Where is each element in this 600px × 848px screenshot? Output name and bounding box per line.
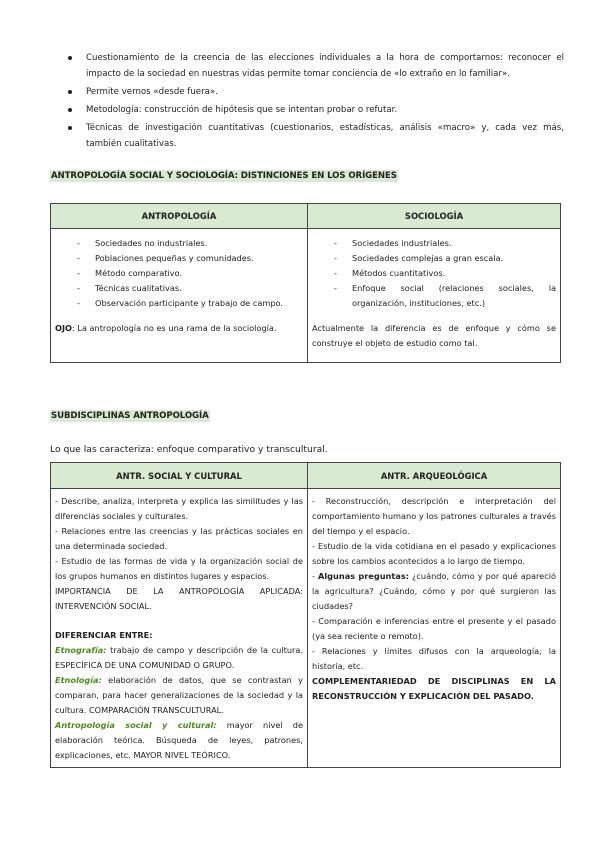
list-item: Metodología: construcción de hipótesis que se intentan probar o refutar. xyxy=(64,102,564,118)
bullet-icon xyxy=(68,56,72,60)
column-header-arqueologica: ANTR. ARQUEOLÓGICA xyxy=(308,463,561,489)
cell-social-cultural: - Describe, analiza, interpreta y explica las similitudes y las diferencias sociales y culturales. - Relaciones entre las creencias y las prácticas sociales en una determinada sociedad. - Estudio de las formas de vida y la organización social de los grupos humanos en distintos lugares y espacios. IMPORTANCIA DE LA ANTROPOLOGÍA APLICADA: INTERVENCIÓN SOCIAL. DIFERENCIAR ENTRE: Etnografía: trabajo de campo y descripción de la cultura. ESPECÍFICA DE UNA COMUNIDAD O GRUPO. Etnología: elaboración de datos, que se contrastan y comparan, para hacer generalizaciones de la sociedad y la cultura. COMPARACIÓN TRANSCULTURAL. Antropología social y cultural: mayor nivel de elaboración teórica. Búsqueda de leyes, patrones, explicaciones, etc. MAYOR NIVEL TEÓRICO. xyxy=(51,489,308,768)
ojo-note: OJO: La antropología no es una rama de la sociología. xyxy=(55,323,277,333)
list-item: - Poblaciones pequeñas y comunidades. xyxy=(77,253,254,263)
list-item: - Enfoque social (relaciones sociales, la organización, instituciones, etc.) xyxy=(334,283,556,308)
column-header-social-cultural: ANTR. SOCIAL Y CULTURAL xyxy=(51,463,308,489)
comparison-table-origins xyxy=(50,203,561,363)
etnografia-definition: Etnografía: trabajo de campo y descripción de la cultura. ESPECÍFICA DE UNA COMUNIDAD O GRUPO. xyxy=(55,645,303,670)
section-heading-origins: ANTROPOLOGÍA SOCIAL Y SOCIOLOGÍA: DISTINCIONES EN LOS ORÍGENES xyxy=(51,171,397,181)
bullet-icon xyxy=(68,126,72,130)
list-item: - Observación participante y trabajo de campo. xyxy=(77,298,283,308)
list-item: Técnicas de investigación cuantitativas (cuestionarios, estadísticas, análisis «macro» y, cada vez más, también cualitativas. xyxy=(64,120,564,152)
intro-bullet-list xyxy=(64,50,564,154)
column-header-antropologia: ANTROPOLOGÍA xyxy=(51,204,308,229)
cell-arqueologica: - Reconstrucción, descripción e interpretación del comportamiento humano y los patrones culturales a través del tiempo y el espacio. - Estudio de la vida cotidiana en el pasado y explicaciones sobre los cambios acontecidos a lo largo de tiempo. - Algunas preguntas: ¿cuándo, cómo y por qué apareció la agricultura? ¿Cuándo, cómo y por qué surgieron las ciudades? - Comparación e inferencias entre el presente y el pasado (ya sea reciente o remoto). - Relaciones y límites difusos con la arqueología, la historia, etc. COMPLEMENTARIEDAD DE DISCIPLINAS EN LA RECONSTRUCCIÓN Y EXPLICACIÓN DEL PASADO. xyxy=(308,489,561,768)
section-heading-subdisciplinas: SUBDISCIPLINAS ANTROPOLOGÍA xyxy=(51,411,209,421)
sociologia-note: Actualmente la diferencia es de enfoque y cómo se construye el objeto de estudio como tal. xyxy=(312,323,556,348)
comparison-table-subdisciplinas xyxy=(50,462,561,768)
antropologia-social-definition: Antropología social y cultural: mayor nivel de elaboración teórica. Búsqueda de leyes, patrones, explicaciones, etc. MAYOR NIVEL TEÓRICO. xyxy=(55,720,303,760)
cell-antropologia xyxy=(51,229,308,363)
antropologia-list xyxy=(55,236,301,311)
list-item: - Técnicas cualitativas. xyxy=(77,283,182,293)
list-item: - Sociedades no industriales. xyxy=(77,238,208,248)
list-item: Permite vernos «desde fuera». xyxy=(64,84,564,100)
column-header-sociologia: SOCIOLOGÍA xyxy=(308,204,561,229)
list-item: - Métodos cuantitativos. xyxy=(334,268,446,278)
list-item: - Sociedades complejas a gran escala. xyxy=(334,253,504,263)
list-item: - Método comparativo. xyxy=(77,268,183,278)
cell-sociologia xyxy=(308,229,561,363)
bullet-icon xyxy=(68,108,72,112)
etnologia-definition: Etnología: elaboración de datos, que se contrastan y comparan, para hacer generalizaciones de la sociedad y la cultura. COMPARACIÓN TRANSCULTURAL. xyxy=(55,675,303,715)
list-item: - Sociedades industriales. xyxy=(334,238,452,248)
list-item: Cuestionamiento de la creencia de las elecciones individuales a la hora de comportarnos: reconocer el impacto de la sociedad en nuestras vidas permite tomar conciencia de «lo extraño en lo familiar». xyxy=(64,50,564,82)
sociologia-list xyxy=(312,236,556,311)
bullet-icon xyxy=(68,90,72,94)
subdisciplinas-lead: Lo que las caracteriza: enfoque comparativo y transcultural. xyxy=(50,444,328,455)
algunas-preguntas: - Algunas preguntas: ¿cuándo, cómo y por qué apareció la agricultura? ¿Cuándo, cómo y por qué surgieron las ciudades? xyxy=(312,571,557,611)
